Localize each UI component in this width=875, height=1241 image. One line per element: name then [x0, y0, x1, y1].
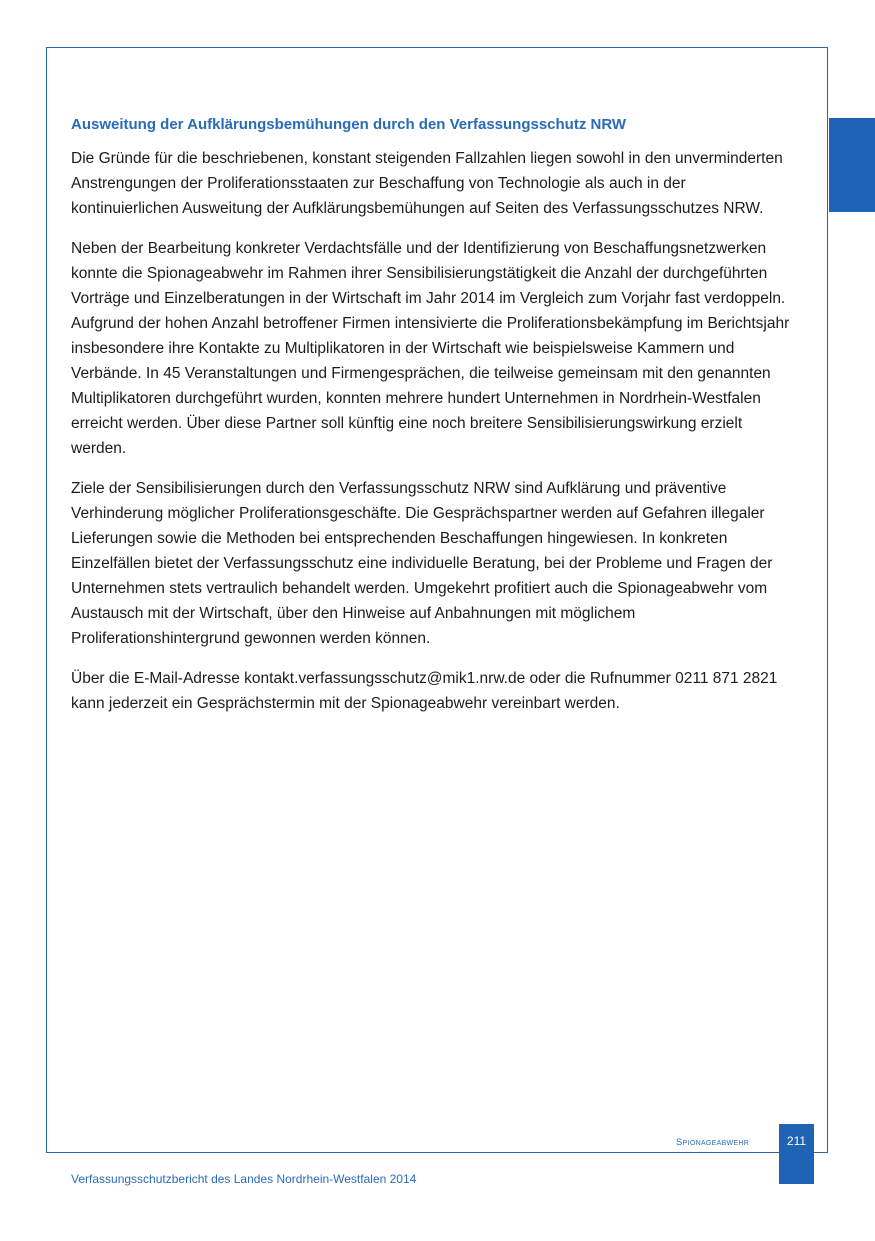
footer-report-title: Verfassungsschutzbericht des Landes Nordrhein-Westfalen 2014 — [71, 1172, 417, 1186]
paragraph-1: Die Gründe für die beschriebenen, konstant steigenden Fallzahlen liegen sowohl in den unverminderten Anstrengungen der Proliferationsstaaten zur Beschaffung von Technologie als auch in der kontinuierlichen Ausweitung der Aufklärungsbemühungen auf Seiten des Verfassungsschutzes NRW. — [71, 150, 783, 217]
page-number: 211 — [786, 1134, 807, 1148]
paragraph-2: Neben der Bearbeitung konkreter Verdachtsfälle und der Identifizierung von Beschaffungsnetzwerken konnte die Spionageabwehr im Rahmen ihrer Sensibilisierungstätigkeit die Anzahl der durchgeführten Vorträge und Einzelberatungen in der Wirtschaft im Jahr 2014 im Vergleich zum Vorjahr fast verdoppeln. Aufgrund der hohen Anzahl betroffener Firmen intensivierte die Proliferationsbekämpfung im Berichtsjahr insbesondere ihre Kontakte zu Multiplikatoren in der Wirtschaft wie beispielsweise Kammern und Verbände. In 45 Veranstaltungen und Firmengesprächen, die teilweise gemeinsam mit den genannten Multiplikatoren durchgeführt wurden, konnten mehrere hundert Unternehmen in Nordrhein-Westfalen erreicht werden. Über diese Partner soll künftig eine noch breitere Sensibilisierungswirkung erzielt werden. — [71, 240, 790, 457]
main-content — [71, 114, 791, 731]
paragraph-4: Über die E-Mail-Adresse kontakt.verfassungsschutz@mik1.nrw.de oder die Rufnummer 0211 871 2821 kann jederzeit ein Gesprächstermin mit der Spionageabwehr vereinbart werden. — [71, 670, 778, 712]
chapter-tab-marker — [829, 118, 875, 212]
paragraph-3: Ziele der Sensibilisierungen durch den Verfassungsschutz NRW sind Aufklärung und präventive Verhinderung möglicher Proliferationsgeschäfte. Die Gesprächspartner werden auf Gefahren illegaler Lieferungen sowie die Methoden bei entsprechenden Beschaffungen hingewiesen. In konkreten Einzelfällen bietet der Verfassungsschutz eine individuelle Beratung, bei der Probleme und Fragen der Unternehmen stets vertraulich behandelt werden. Umgekehrt profitiert auch die Spionageabwehr vom Austausch mit der Wirtschaft, über den Hinweise auf Anbahnungen mit möglichem Proliferationshintergrund gewonnen werden können. — [71, 480, 773, 647]
footer-section-label: Spionageabwehr — [676, 1137, 750, 1148]
section-heading: Ausweitung der Aufklärungsbemühungen durch den Verfassungsschutz NRW — [71, 116, 627, 133]
page-number-box — [779, 1124, 814, 1184]
